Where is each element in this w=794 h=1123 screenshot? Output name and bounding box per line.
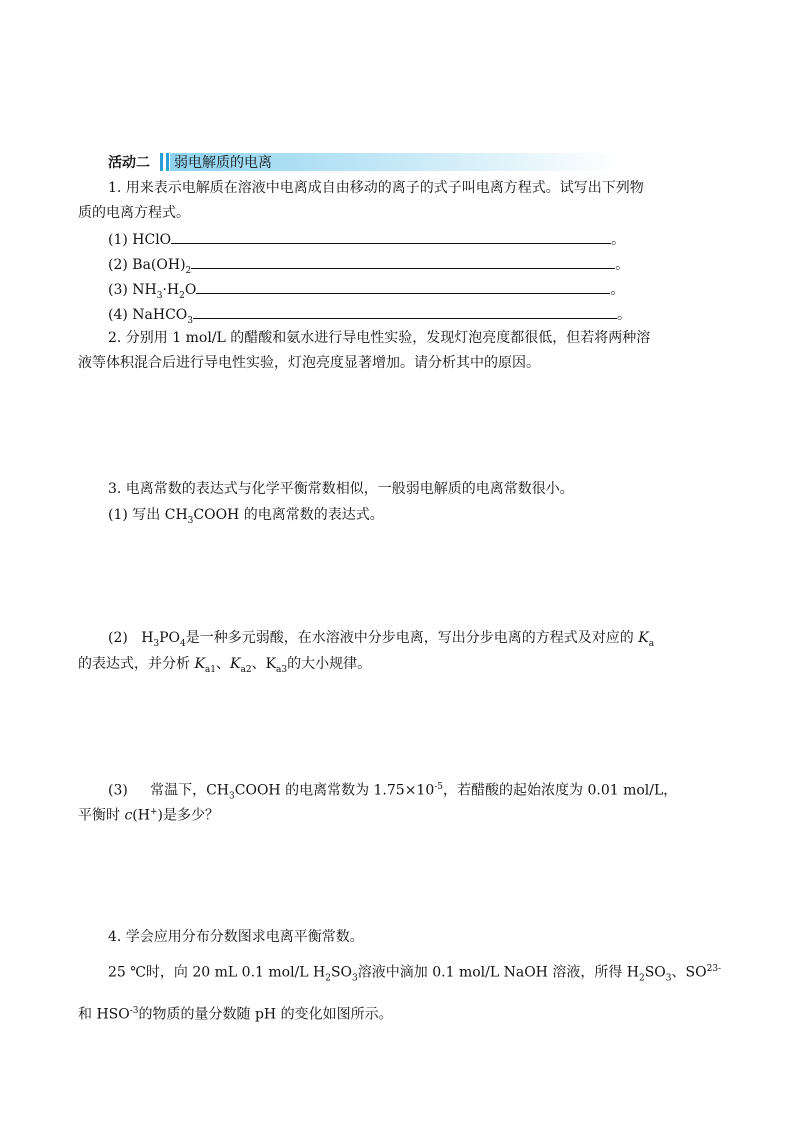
q1-item-2: (2) $Ba(OH)_2$ 。 xyxy=(108,254,629,281)
section-title: 弱电解质的电离 xyxy=(174,155,272,171)
q4-line2: 和 $HSO^{-3}$的物质的量分数随 pH 的变化如图所示。 xyxy=(78,1006,393,1023)
q3-part2-line2: 的表达式，并分析 $K_{a1}$、$K_{a2}$、$K_{a3}$的大小规律。 xyxy=(78,656,372,675)
answer-blank[interactable] xyxy=(171,229,611,244)
q2-line2: 液等体积混合后进行导电性实验，灯泡亮度显著增加。请分析其中的原因。 xyxy=(78,355,540,371)
header-divider xyxy=(166,153,169,171)
q3-part2-line1: (2) $H_3PO_4$是一种多元弱酸，在水溶液中分步电离，写出分步电离的方程式及对应的 $K_a$ xyxy=(108,630,655,649)
q4-line1: 25 ℃时，向 20 mL 0.1 mol/L $H_2SO_3$溶液中滴加 0.1 mol/L NaOH 溶液，所得 $H_2SO_3$、$SO^{23-}$ xyxy=(108,964,722,984)
q1-item-4: (4) NaHCO$_3$ 。 xyxy=(108,304,631,331)
q4-intro: 4. 学会应用分布分数图求电离平衡常数。 xyxy=(108,929,364,945)
section-label: 活动二 xyxy=(108,155,150,171)
q3-part1: (1) 写出 $CH_3COOH$ 的电离常数的表达式。 xyxy=(108,507,384,526)
q1-text-line2: 质的电离方程式。 xyxy=(78,205,190,221)
header-divider xyxy=(160,153,163,171)
q2-line1: 2. 分别用 1 mol/L 的醋酸和氨水进行导电性实验，发现灯泡亮度都很低，但若将两种溶 xyxy=(108,330,651,346)
section-header xyxy=(108,151,616,173)
q3-part3-line2: 平衡时 c(H+)是多少？ xyxy=(78,807,219,824)
answer-blank[interactable] xyxy=(193,304,617,319)
q3-intro: 3. 电离常数的表达式与化学平衡常数相似，一般弱电解质的电离常数很小。 xyxy=(108,481,574,497)
q3-part3-line1: (3) 常温下，$CH_3COOH$ 的电离常数为 $1.75\times 10^{-5}$，若醋酸的起始浓度为 0.01 mol/L， xyxy=(108,782,678,802)
answer-blank[interactable] xyxy=(191,254,615,269)
q1-item-3: (3) $NH_3\cdot H_2O$ 。 xyxy=(108,279,624,306)
q1-item-1: (1) HClO 。 xyxy=(108,229,625,250)
q1-text-line1: 1. 用来表示电解质在溶液中电离成自由移动的离子的式子叫电离方程式。试写出下列物 xyxy=(108,180,644,196)
answer-blank[interactable] xyxy=(196,279,610,294)
